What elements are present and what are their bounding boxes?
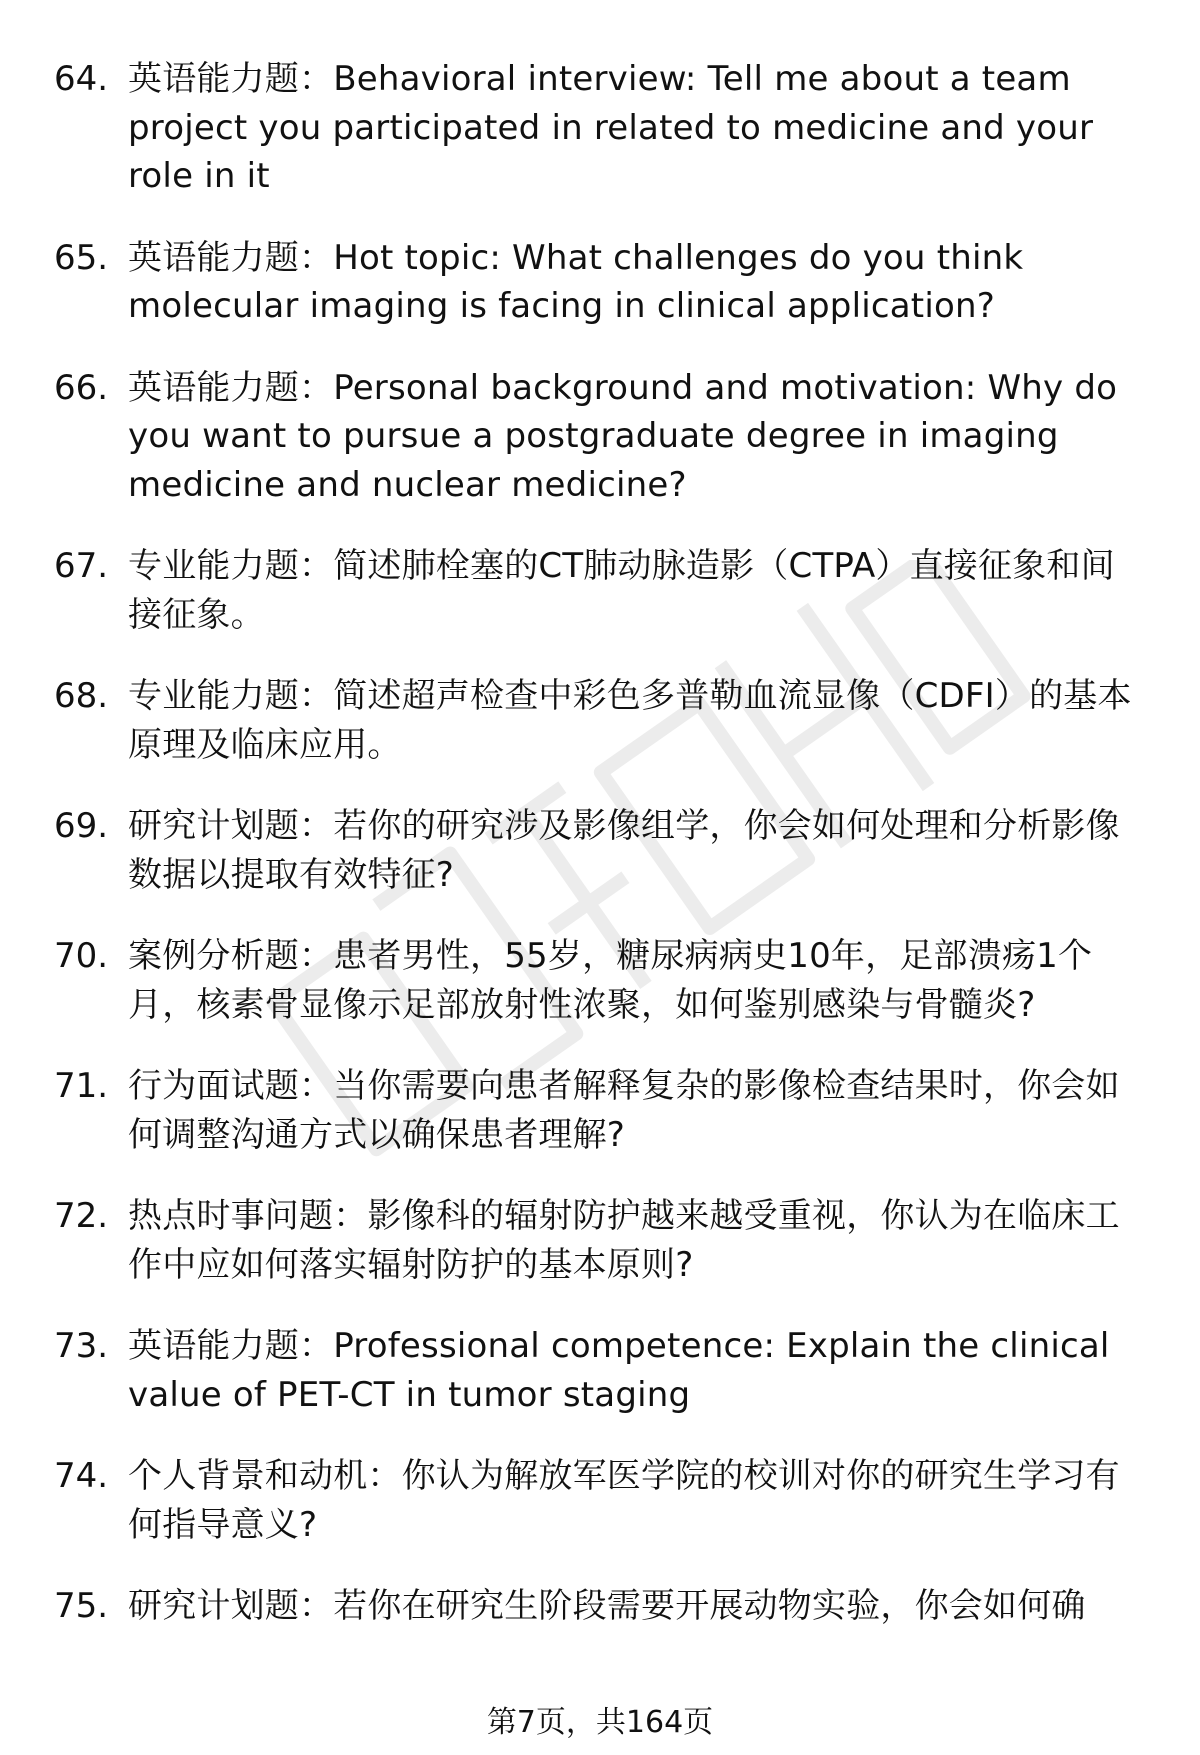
question-text: 热点时事问题：影像科的辐射防护越来越受重视，你认为在临床工作中应如何落实辐射防护的基本原则? xyxy=(128,1196,1120,1285)
question-item xyxy=(0,542,1200,639)
question-item xyxy=(0,1192,1200,1289)
question-item xyxy=(0,55,1200,201)
question-text: 研究计划题：若你的研究涉及影像组学，你会如何处理和分析影像数据以提取有效特征? xyxy=(128,806,1120,895)
question-number: 68. xyxy=(54,676,109,716)
question-item xyxy=(0,1322,1200,1419)
question-item xyxy=(0,364,1200,510)
question-text: 英语能力题：Hot topic: What challenges do you think molecular imaging is facing in clinical application? xyxy=(128,237,1024,326)
question-item xyxy=(0,234,1200,331)
question-item xyxy=(0,1452,1200,1549)
question-text: 专业能力题：简述超声检查中彩色多普勒血流显像（CDFI）的基本原理及临床应用。 xyxy=(128,676,1132,765)
question-number: 67. xyxy=(54,546,109,586)
question-text: 专业能力题：简述肺栓塞的CT肺动脉造影（CTPA）直接征象和间接征象。 xyxy=(128,546,1115,635)
question-number: 74. xyxy=(54,1456,109,1496)
question-number: 69. xyxy=(54,806,109,846)
question-number: 65. xyxy=(54,237,109,278)
question-number: 72. xyxy=(54,1196,109,1236)
question-number: 71. xyxy=(54,1066,109,1106)
question-text: 案例分析题：患者男性，55岁，糖尿病病史10年，足部溃疡1个月，核素骨显像示足部放射性浓聚，如何鉴别感染与骨髓炎? xyxy=(128,936,1093,1025)
question-item xyxy=(0,932,1200,1029)
question-number: 73. xyxy=(54,1326,109,1366)
question-number: 66. xyxy=(54,367,109,408)
page-footer: 第7页，共164页 xyxy=(486,1705,714,1740)
question-item xyxy=(0,802,1200,899)
question-number: 70. xyxy=(54,936,109,976)
question-item xyxy=(0,1062,1200,1159)
question-text: 行为面试题：当你需要向患者解释复杂的影像检查结果时，你会如何调整沟通方式以确保患者理解? xyxy=(128,1066,1120,1155)
question-text: 个人背景和动机：你认为解放军医学院的校训对你的研究生学习有何指导意义? xyxy=(128,1456,1120,1545)
question-number: 75. xyxy=(54,1586,109,1626)
question-text: 研究计划题：若你在研究生阶段需要开展动物实验，你会如何确 xyxy=(128,1586,1086,1626)
question-list xyxy=(0,55,1200,1664)
question-text: 英语能力题：Professional competence: Explain the clinical value of PET-CT in tumor staging xyxy=(128,1326,1110,1415)
question-item xyxy=(0,672,1200,769)
question-text: 英语能力题：Behavioral interview: Tell me about a team project you participated in related to medicine and your role in it xyxy=(128,59,1094,196)
question-item xyxy=(0,1582,1200,1631)
question-number: 64. xyxy=(54,59,109,99)
question-text: 英语能力题：Personal background and motivation: Why do you want to pursue a postgraduate degree in imaging medicine and nuclear medicine? xyxy=(128,367,1118,505)
